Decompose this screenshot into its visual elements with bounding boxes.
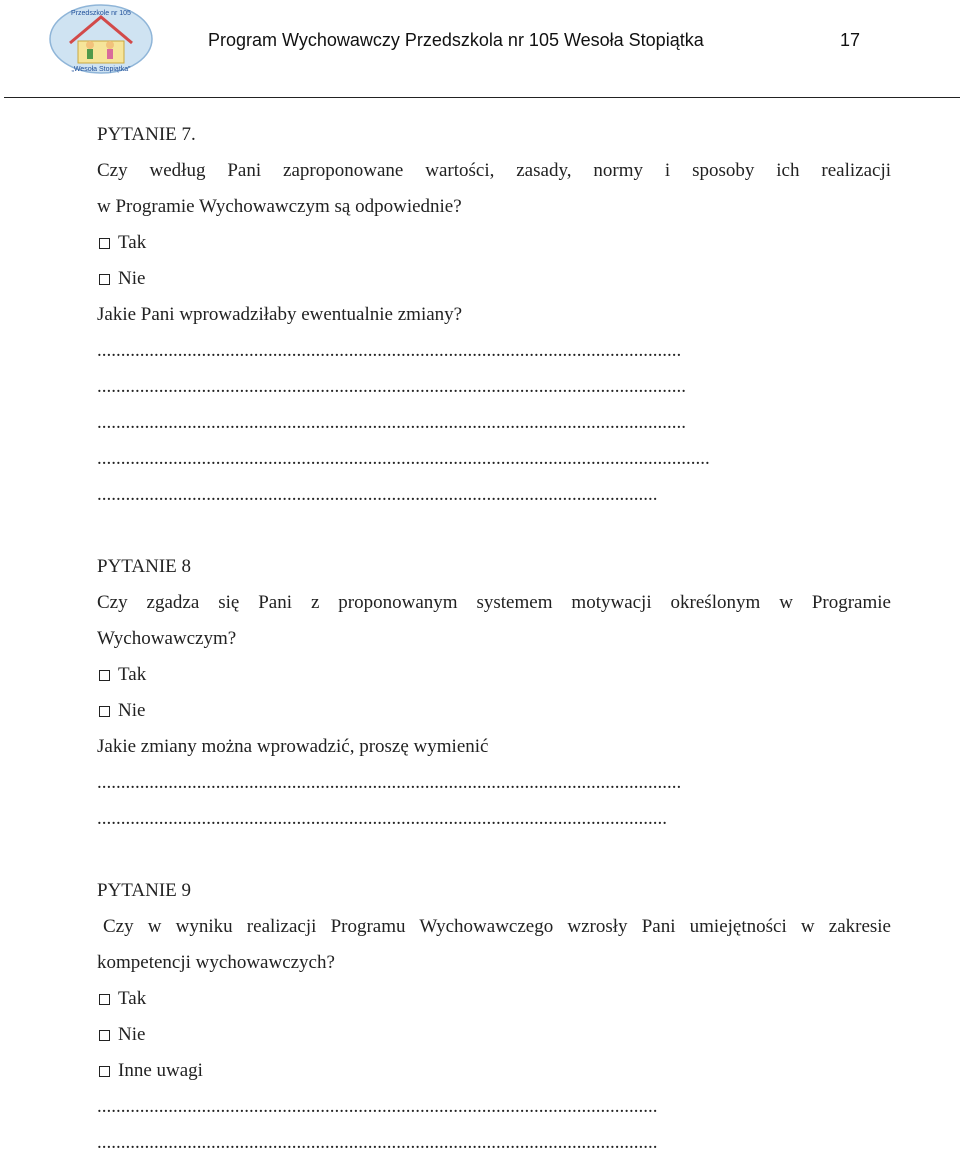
page-header (0, 0, 960, 100)
answer-line[interactable]: ........................................................................................................................... (97, 772, 682, 793)
answer-line[interactable]: ............................................................................................................................ (97, 412, 686, 433)
page-number: 17 (840, 30, 861, 50)
option-label: Inne uwagi (118, 1060, 203, 1081)
logo-text-bottom: „Wesoła Stopiątka” (71, 66, 131, 73)
question-8 (97, 549, 891, 837)
answer-line[interactable]: ...................................................................................................................... (97, 1096, 658, 1117)
option-yes[interactable] (97, 225, 891, 261)
checkbox-icon[interactable] (99, 670, 110, 681)
option-no[interactable] (97, 1017, 891, 1053)
header-divider (4, 97, 960, 98)
question-7 (97, 117, 891, 513)
question-9 (97, 873, 891, 1161)
answer-line[interactable]: ............................................................................................................................ (97, 376, 686, 397)
header-title: Program Wychowawczy Przedszkola nr 105 Wesoła Stopiątka (208, 30, 704, 50)
kindergarten-logo (48, 3, 154, 75)
checkbox-icon[interactable] (99, 1066, 110, 1077)
option-label: Nie (118, 1024, 146, 1045)
question-text: Czy zgadza się Pani z proponowanym systemem motywacji określonym w Programie (97, 592, 891, 613)
answer-line[interactable]: ...................................................................................................................... (97, 1132, 658, 1153)
option-label: Tak (118, 988, 147, 1009)
answer-line[interactable]: ........................................................................................................................... (97, 340, 682, 361)
answer-line[interactable]: ................................................................................................................................. (97, 448, 710, 469)
question-heading: PYTANIE 9 (97, 880, 191, 901)
option-other[interactable] (97, 1053, 891, 1089)
question-heading: PYTANIE 8 (97, 556, 191, 577)
followup-question: Jakie zmiany można wprowadzić, proszę wymienić (97, 736, 489, 757)
question-text: Wychowawczym? (97, 628, 237, 649)
logo-text-top: Przedszkole nr 105 (71, 10, 131, 17)
option-yes[interactable] (97, 981, 891, 1017)
question-text: Czy w wyniku realizacji Programu Wychowawczego wzrosły Pani umiejętności w zakresie (103, 916, 891, 937)
question-text: w Programie Wychowawczym są odpowiednie? (97, 196, 462, 217)
checkbox-icon[interactable] (99, 994, 110, 1005)
option-label: Nie (118, 700, 146, 721)
question-text: kompetencji wychowawczych? (97, 952, 335, 973)
checkbox-icon[interactable] (99, 238, 110, 249)
option-label: Tak (118, 232, 147, 253)
option-yes[interactable] (97, 657, 891, 693)
checkbox-icon[interactable] (99, 274, 110, 285)
followup-question: Jakie Pani wprowadziłaby ewentualnie zmiany? (97, 304, 463, 325)
answer-line[interactable]: ........................................................................................................................ (97, 808, 667, 829)
answer-line[interactable]: ...................................................................................................................... (97, 484, 658, 505)
question-text: Czy według Pani zaproponowane wartości, zasady, normy i sposoby ich realizacji (97, 160, 891, 181)
option-no[interactable] (97, 261, 891, 297)
checkbox-icon[interactable] (99, 706, 110, 717)
option-no[interactable] (97, 693, 891, 729)
option-label: Tak (118, 664, 147, 685)
option-label: Nie (118, 268, 146, 289)
question-heading: PYTANIE 7. (97, 124, 196, 145)
checkbox-icon[interactable] (99, 1030, 110, 1041)
questionnaire (97, 117, 891, 1161)
